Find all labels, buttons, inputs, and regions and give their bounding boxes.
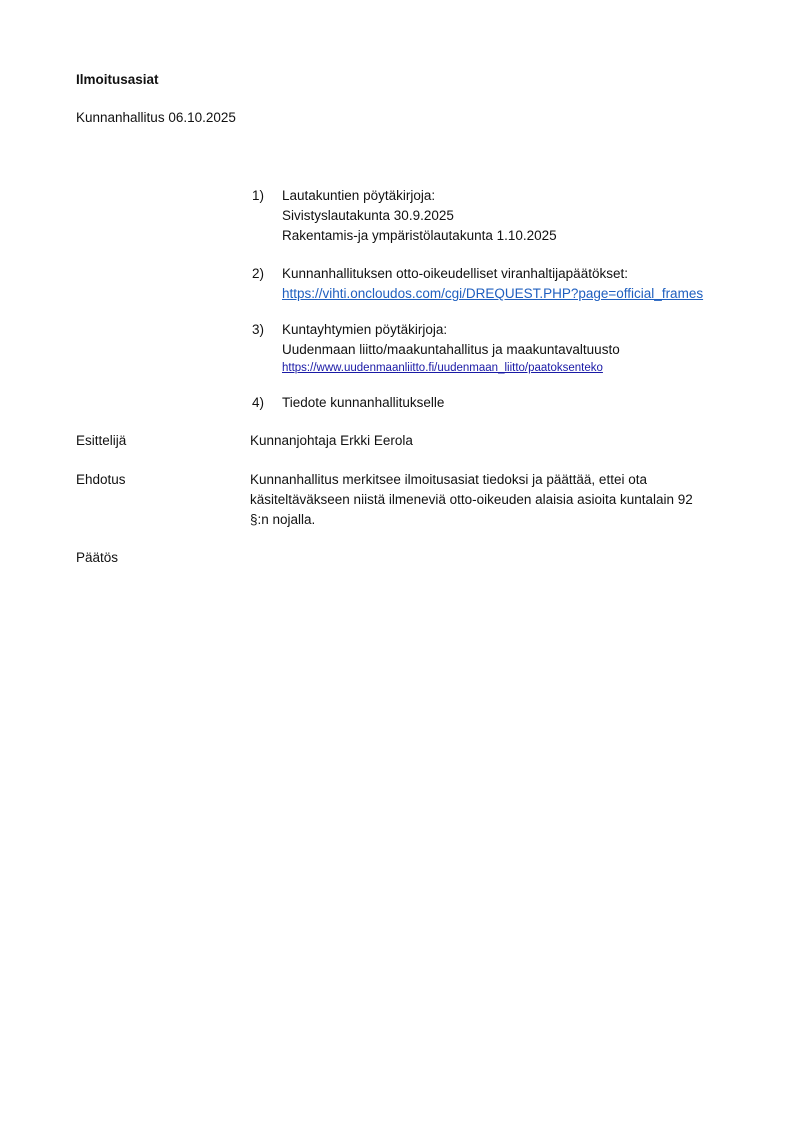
- proposal-line: käsiteltäväkseen niistä ilmeneviä otto-oikeuden alaisia asioita kuntalain 92: [250, 492, 693, 507]
- list-item-line: Rakentamis-ja ympäristölautakunta 1.10.2025: [282, 228, 557, 243]
- list-item-line: Uudenmaan liitto/maakuntahallitus ja maakuntavaltuusto: [282, 342, 620, 357]
- presenter-value: Kunnanjohtaja Erkki Eerola: [250, 433, 413, 448]
- list-item-title: Tiedote kunnanhallitukselle: [282, 395, 445, 410]
- decision-label: Päätös: [76, 550, 119, 565]
- list-item-number: 3): [252, 322, 265, 337]
- list-item-title: Lautakuntien pöytäkirjoja:: [282, 188, 436, 203]
- uudenmaan-liitto-link[interactable]: https://www.uudenmaanliitto.fi/uudenmaan_liitto/paatoksenteko: [282, 362, 603, 374]
- viranhaltijapaatokset-link[interactable]: https://vihti.oncloudos.com/cgi/DREQUEST.PHP?page=official_frames: [282, 286, 704, 301]
- list-item-number: 4): [252, 395, 265, 410]
- list-item-number: 1): [252, 188, 265, 203]
- list-item-line: Sivistyslautakunta 30.9.2025: [282, 208, 454, 223]
- proposal-label: Ehdotus: [76, 472, 126, 487]
- list-item-title: Kunnanhallituksen otto-oikeudelliset viranhaltijapäätökset:: [282, 266, 628, 281]
- page-heading: Ilmoitusasiat: [76, 72, 159, 87]
- list-item-number: 2): [252, 266, 265, 281]
- presenter-label: Esittelijä: [76, 433, 127, 448]
- proposal-line: §:n nojalla.: [250, 512, 316, 527]
- proposal-line: Kunnanhallitus merkitsee ilmoitusasiat tiedoksi ja päättää, ettei ota: [250, 472, 647, 487]
- list-item-title: Kuntayhtymien pöytäkirjoja:: [282, 322, 448, 337]
- meeting-title: Kunnanhallitus 06.10.2025: [76, 110, 236, 125]
